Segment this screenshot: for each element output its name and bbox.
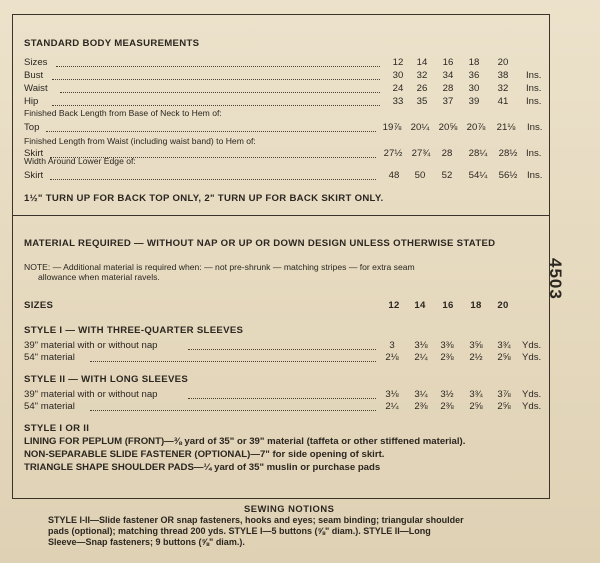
meas-row-2-value: 24 xyxy=(392,83,404,94)
skirt-length-row-value: 28½ xyxy=(498,148,518,159)
size-header: 16 xyxy=(442,300,454,311)
material-note-line1: NOTE: — Additional material is required when: — not pre-shrunk — matching stripes — for extra seam xyxy=(24,262,415,272)
meas-row-3-value: 35 xyxy=(416,96,428,107)
style1-39-row-value: 3⅝ xyxy=(469,340,483,351)
skirt-length-row-value: 28¼ xyxy=(468,148,488,159)
style1-54-row-label: 54" material xyxy=(24,352,75,363)
meas-row-0-value: 14 xyxy=(416,57,428,68)
notions-title: SEWING NOTIONS xyxy=(244,503,335,514)
meas-row-3-value: 39 xyxy=(468,96,480,107)
meas-row-0-value: 16 xyxy=(442,57,454,68)
top-length-row-value: 19⅞ xyxy=(382,122,402,133)
style2-54-row-value: 2¼ xyxy=(385,401,399,412)
meas-row-3-value: 33 xyxy=(392,96,404,107)
skirt-width-row-leader-dots xyxy=(50,179,376,180)
size-header: 12 xyxy=(388,300,400,311)
style2-54-row-value: 2⅝ xyxy=(497,401,511,412)
skirt-length-row-value: 27½ xyxy=(383,148,403,159)
meas-row-2-label: Waist xyxy=(24,83,48,94)
skirt-length-row-value: 28 xyxy=(441,148,453,159)
style2-39-row-value: 3⅛ xyxy=(385,389,399,400)
notions-line3: Sleeve—Snap fasteners; 9 buttons (⅝" diam.). xyxy=(48,537,245,547)
lining-line: LINING FOR PEPLUM (FRONT)—⅜ yard of 35" or 39" material (taffeta or other stiffened material). xyxy=(24,436,466,447)
material-note-line2: allowance when material ravels. xyxy=(38,272,160,282)
pattern-number: 4503 xyxy=(546,258,565,300)
width-caption: Width Around Lower Edge of: xyxy=(24,156,136,166)
meas-row-2-value: 30 xyxy=(468,83,480,94)
style2-39-row-value: 3⅞ xyxy=(497,389,511,400)
style2-39-row-value: 3¼ xyxy=(414,389,428,400)
skirt-width-row-value: 56½ xyxy=(498,170,518,181)
skirt-width-row-label: Skirt xyxy=(24,170,44,181)
meas-row-1-leader-dots xyxy=(52,79,380,80)
top-length-row-value: 21⅛ xyxy=(496,122,516,133)
top-length-row-label: Top xyxy=(24,122,40,133)
skirt-width-row-value: 48 xyxy=(388,170,400,181)
style1-54-row-value: 2⅝ xyxy=(497,352,511,363)
slide-fastener-line: NON-SEPARABLE SLIDE FASTENER (OPTIONAL)—7" for side opening of skirt. xyxy=(24,449,385,460)
style1-54-row-value: 2⅛ xyxy=(385,352,399,363)
meas-row-1-label: Bust xyxy=(24,70,44,81)
notions-line2: pads (optional); matching thread 200 yds. STYLE I—5 buttons (⅝" diam.). STYLE II—Long xyxy=(48,526,431,536)
style1-39-row-value: 3 xyxy=(389,340,395,351)
meas-row-3-leader-dots xyxy=(52,105,380,106)
style1-54-row-value: 2¼ xyxy=(414,352,428,363)
style1-39-row-unit: Yds. xyxy=(522,340,542,351)
style2-54-row-unit: Yds. xyxy=(522,401,542,412)
top-length-row-value: 20¼ xyxy=(410,122,430,133)
style1-39-row-leader-dots xyxy=(188,349,376,350)
skirt-length-row-value: 27¾ xyxy=(411,148,431,159)
material-title: MATERIAL REQUIRED — WITHOUT NAP OR UP OR DOWN DESIGN UNLESS OTHERWISE STATED xyxy=(24,238,496,249)
meas-row-3-value: 41 xyxy=(497,96,509,107)
meas-row-2-unit: Ins. xyxy=(526,83,542,94)
size-header: 20 xyxy=(497,300,509,311)
meas-row-2-value: 32 xyxy=(497,83,509,94)
top-length-row-value: 20⅝ xyxy=(438,122,458,133)
style2-39-row-value: 3¾ xyxy=(469,389,483,400)
skirt-width-row-value: 54¼ xyxy=(468,170,488,181)
meas-row-1-unit: Ins. xyxy=(526,70,542,81)
skirt-length-row-label: Skirt xyxy=(24,148,44,159)
turn-up-note: 1½" TURN UP FOR BACK TOP ONLY, 2" TURN UP FOR BACK SKIRT ONLY. xyxy=(24,193,384,204)
style1-39-row-value: 3¾ xyxy=(497,340,511,351)
style1-39-row-value: 3⅛ xyxy=(414,340,428,351)
style1-title: STYLE I — WITH THREE-QUARTER SLEEVES xyxy=(24,325,244,336)
size-header: 14 xyxy=(414,300,426,311)
skirt-length-row-unit: Ins. xyxy=(526,148,542,159)
meas-row-1-value: 36 xyxy=(468,70,480,81)
measurements-title: STANDARD BODY MEASUREMENTS xyxy=(24,38,200,49)
meas-row-0-label: Sizes xyxy=(24,57,48,68)
section-divider xyxy=(12,215,550,216)
meas-row-3-unit: Ins. xyxy=(526,96,542,107)
style2-title: STYLE II — WITH LONG SLEEVES xyxy=(24,374,189,385)
back-length-caption: Finished Back Length from Base of Neck to Hem of: xyxy=(24,108,222,118)
style2-39-row-leader-dots xyxy=(188,398,376,399)
style-either-title: STYLE I OR II xyxy=(24,423,90,434)
shoulder-pads-line: TRIANGLE SHAPE SHOULDER PADS—¼ yard of 35" muslin or purchase pads xyxy=(24,462,381,473)
style1-39-row-value: 3⅜ xyxy=(440,340,454,351)
style1-54-row-value: 2⅜ xyxy=(440,352,454,363)
size-header: 18 xyxy=(470,300,482,311)
meas-row-0-value: 20 xyxy=(497,57,509,68)
meas-row-1-value: 32 xyxy=(416,70,428,81)
style2-39-row-label: 39" material with or without nap xyxy=(24,389,158,400)
meas-row-1-value: 38 xyxy=(497,70,509,81)
meas-row-1-value: 30 xyxy=(392,70,404,81)
meas-row-3-label: Hip xyxy=(24,96,39,107)
meas-row-2-value: 28 xyxy=(442,83,454,94)
meas-row-0-leader-dots xyxy=(56,66,380,67)
meas-row-0-value: 18 xyxy=(468,57,480,68)
style2-39-row-value: 3½ xyxy=(440,389,454,400)
style1-39-row-label: 39" material with or without nap xyxy=(24,340,158,351)
style1-54-row-leader-dots xyxy=(90,361,376,362)
style2-54-row-value: 2⅝ xyxy=(469,401,483,412)
meas-row-2-value: 26 xyxy=(416,83,428,94)
meas-row-1-value: 34 xyxy=(442,70,454,81)
top-length-row-leader-dots xyxy=(46,131,376,132)
style2-39-row-unit: Yds. xyxy=(522,389,542,400)
skirt-width-row-unit: Ins. xyxy=(527,170,543,181)
style2-54-row-value: 2⅜ xyxy=(414,401,428,412)
style1-54-row-value: 2½ xyxy=(469,352,483,363)
skirt-width-row-value: 52 xyxy=(441,170,453,181)
notions-line1: STYLE I-II—Slide fastener OR snap fasteners, hooks and eyes; seam binding; triangular shoulder xyxy=(48,515,464,525)
sizes-label: SIZES xyxy=(24,300,54,311)
style2-54-row-leader-dots xyxy=(90,410,376,411)
skirt-length-caption: Finished Length from Waist (including waist band) to Hem of: xyxy=(24,136,256,146)
skirt-width-row-value: 50 xyxy=(414,170,426,181)
meas-row-2-leader-dots xyxy=(60,92,380,93)
meas-row-0-value: 12 xyxy=(392,57,404,68)
style2-54-row-label: 54" material xyxy=(24,401,75,412)
style2-54-row-value: 2⅜ xyxy=(440,401,454,412)
top-length-row-unit: Ins. xyxy=(527,122,543,133)
top-length-row-value: 20⅞ xyxy=(466,122,486,133)
meas-row-3-value: 37 xyxy=(442,96,454,107)
style1-54-row-unit: Yds. xyxy=(522,352,542,363)
